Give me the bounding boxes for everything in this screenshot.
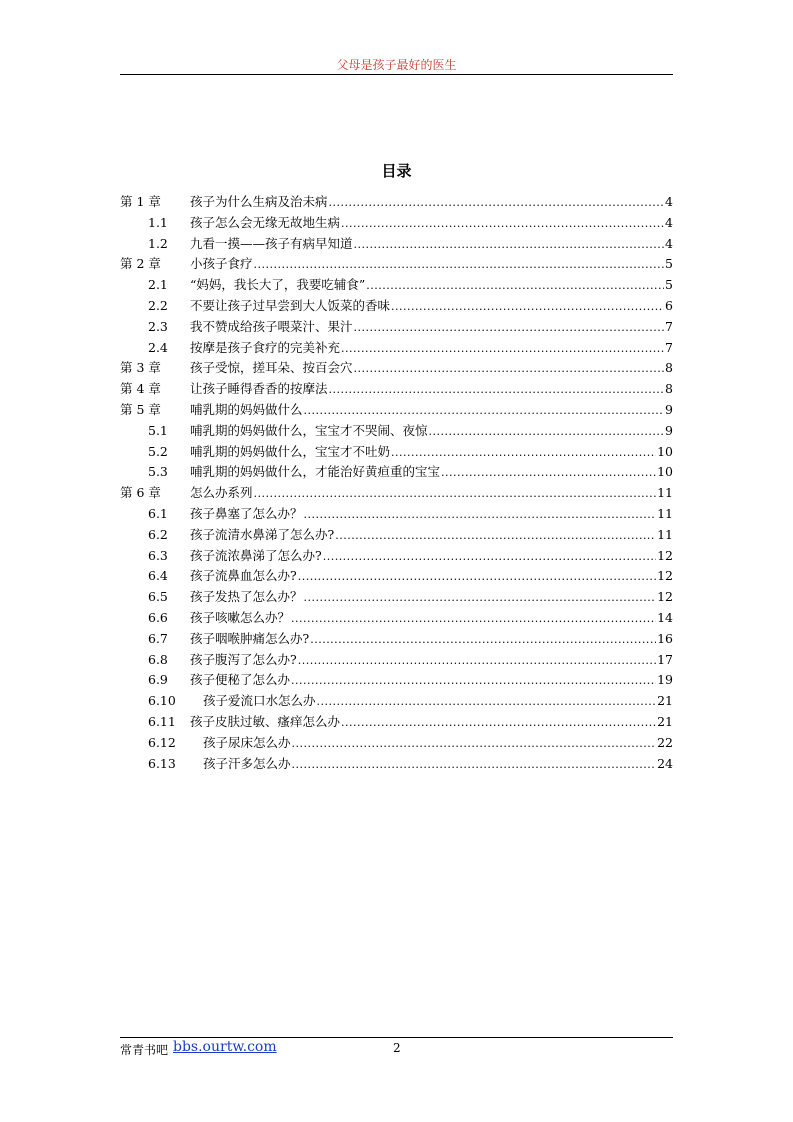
toc-entry[interactable] bbox=[120, 317, 673, 338]
toc-entry-page: 12 bbox=[657, 568, 673, 584]
toc-dot-leader bbox=[310, 630, 656, 651]
toc-entry-number: 6.3 bbox=[148, 547, 168, 563]
toc-dot-leader bbox=[429, 422, 665, 443]
toc-entry-page: 24 bbox=[657, 755, 673, 771]
toc-entry-page: 12 bbox=[657, 547, 673, 563]
toc-entry[interactable] bbox=[120, 338, 673, 359]
toc-entry-title: 哺乳期的妈妈做什么 bbox=[190, 401, 303, 417]
toc-dot-leader bbox=[291, 609, 656, 630]
toc-entry[interactable] bbox=[120, 483, 673, 504]
toc-dot-leader bbox=[391, 297, 664, 318]
toc-dot-leader bbox=[366, 276, 664, 297]
toc-entry-number: 第 1 章 bbox=[120, 194, 161, 209]
toc-entry-title: 孩子发热了怎么办？ bbox=[190, 589, 303, 605]
toc-entry[interactable] bbox=[120, 504, 673, 525]
toc-entry-title: 孩子怎么会无缘无故地生病 bbox=[190, 214, 341, 230]
toc-dot-leader bbox=[323, 547, 656, 568]
toc-entry-title: 孩子腹泻了怎么办? bbox=[190, 651, 297, 667]
toc-entry-title: 孩子流鼻血怎么办? bbox=[190, 568, 297, 584]
toc-dot-leader bbox=[341, 339, 664, 360]
toc-entry-number: 6.12 bbox=[148, 734, 176, 750]
toc-entry-page: 8 bbox=[665, 360, 673, 376]
toc-dot-leader bbox=[298, 567, 656, 588]
footer-link[interactable]: bbs.ourtw.com bbox=[173, 1039, 277, 1055]
toc-entry-page: 8 bbox=[665, 381, 673, 397]
toc-entry-page: 19 bbox=[657, 672, 673, 688]
toc-title: 目录 bbox=[381, 162, 412, 180]
toc-entry-page: 5 bbox=[665, 256, 673, 272]
toc-entry-title: 让孩子睡得香香的按摩法 bbox=[190, 381, 328, 397]
toc-entry-number: 第 5 章 bbox=[120, 401, 161, 417]
running-header: 父母是孩子最好的医生 bbox=[336, 58, 457, 72]
toc-entry-title: 孩子受惊，搓耳朵、按百会穴 bbox=[190, 360, 353, 376]
toc-dot-leader bbox=[304, 505, 657, 526]
toc-entry-number: 6.11 bbox=[148, 713, 176, 729]
toc-entry-number: 6.9 bbox=[148, 672, 168, 688]
footer-label: 常青书吧 bbox=[120, 1043, 169, 1057]
toc-entry[interactable] bbox=[120, 275, 673, 296]
toc-entry-title: 孩子咳嗽怎么办？ bbox=[190, 609, 291, 625]
toc-entry-page: 21 bbox=[657, 693, 673, 709]
toc-dot-leader bbox=[254, 484, 657, 505]
header-divider bbox=[120, 74, 673, 75]
toc-entry-title: 哺乳期的妈妈做什么，宝宝才不吐奶 bbox=[190, 443, 391, 459]
toc-entry-number: 6.7 bbox=[148, 630, 168, 646]
toc-entry-page: 17 bbox=[657, 651, 673, 667]
toc-entry-number: 2.1 bbox=[148, 277, 168, 293]
toc-entry-number: 6.6 bbox=[148, 609, 168, 625]
toc-entry[interactable] bbox=[120, 192, 673, 213]
toc-entry[interactable] bbox=[120, 442, 673, 463]
toc-entry-number: 6.4 bbox=[148, 568, 168, 584]
toc-entry-page: 9 bbox=[665, 422, 673, 438]
toc-entry-title: 孩子为什么生病及治未病 bbox=[190, 194, 328, 209]
toc-entry[interactable] bbox=[120, 733, 673, 754]
toc-entry-title: 孩子便秘了怎么办 bbox=[190, 672, 291, 688]
toc-dot-leader bbox=[291, 671, 656, 692]
toc-entry-number: 6.2 bbox=[148, 526, 168, 542]
toc-entry[interactable] bbox=[120, 670, 673, 691]
toc-entry-page: 16 bbox=[657, 630, 673, 646]
toc-dot-leader bbox=[329, 380, 665, 401]
toc-entry-page: 21 bbox=[657, 713, 673, 729]
toc-dot-leader bbox=[254, 255, 665, 276]
toc-entry-page: 22 bbox=[657, 734, 673, 750]
toc-entry[interactable] bbox=[120, 400, 673, 421]
toc-entry[interactable] bbox=[120, 712, 673, 733]
toc-entry-title: 孩子鼻塞了怎么办？ bbox=[190, 505, 303, 521]
toc-entry[interactable] bbox=[120, 296, 673, 317]
toc-dot-leader bbox=[292, 755, 657, 776]
table-of-contents bbox=[120, 192, 673, 774]
toc-entry-page: 12 bbox=[657, 589, 673, 605]
toc-dot-leader bbox=[391, 443, 656, 464]
toc-entry[interactable] bbox=[120, 525, 673, 546]
toc-entry[interactable] bbox=[120, 754, 673, 775]
toc-entry-page: 7 bbox=[665, 318, 673, 334]
toc-entry[interactable] bbox=[120, 379, 673, 400]
toc-entry-page: 14 bbox=[657, 609, 673, 625]
toc-entry[interactable] bbox=[120, 587, 673, 608]
toc-dot-leader bbox=[298, 651, 656, 672]
toc-entry-number: 6.1 bbox=[148, 505, 168, 521]
toc-entry-number: 5.3 bbox=[148, 464, 168, 480]
toc-dot-leader bbox=[304, 588, 657, 609]
toc-entry-number: 6.10 bbox=[148, 693, 176, 709]
toc-entry-title: 孩子尿床怎么办 bbox=[203, 734, 291, 750]
toc-entry-number: 6.8 bbox=[148, 651, 168, 667]
toc-entry-title: 不要让孩子过早尝到大人饭菜的香味 bbox=[190, 297, 391, 313]
toc-entry-number: 1.1 bbox=[148, 214, 168, 230]
toc-entry-title: 小孩子食疗 bbox=[190, 256, 253, 272]
toc-entry-number: 6.5 bbox=[148, 589, 168, 605]
toc-entry-title: 哺乳期的妈妈做什么，才能治好黄疸重的宝宝 bbox=[190, 464, 441, 480]
toc-entry-title: 孩子流浓鼻涕了怎么办? bbox=[190, 547, 322, 563]
toc-entry[interactable] bbox=[120, 650, 673, 671]
toc-entry-page: 4 bbox=[665, 235, 673, 251]
toc-entry[interactable] bbox=[120, 608, 673, 629]
toc-entry[interactable] bbox=[120, 234, 673, 255]
toc-dot-leader bbox=[317, 692, 657, 713]
page-number: 2 bbox=[393, 1041, 401, 1055]
toc-entry[interactable] bbox=[120, 421, 673, 442]
toc-entry-number: 1.2 bbox=[148, 235, 168, 251]
toc-dot-leader bbox=[329, 193, 665, 214]
toc-entry[interactable] bbox=[120, 254, 673, 275]
toc-entry-title: 按摩是孩子食疗的完美补充 bbox=[190, 339, 341, 355]
toc-entry-number: 第 4 章 bbox=[120, 381, 161, 397]
toc-entry[interactable] bbox=[120, 546, 673, 567]
toc-entry[interactable] bbox=[120, 629, 673, 650]
toc-entry-number: 2.3 bbox=[148, 318, 168, 334]
toc-entry-page: 11 bbox=[657, 505, 673, 521]
toc-entry-title: 孩子流清水鼻涕了怎么办? bbox=[190, 526, 335, 542]
toc-entry-title: 孩子爱流口水怎么办 bbox=[203, 693, 316, 709]
toc-dot-leader bbox=[335, 526, 656, 547]
toc-entry-number: 5.1 bbox=[148, 422, 168, 438]
toc-entry-number: 5.2 bbox=[148, 443, 168, 459]
toc-entry-title: 哺乳期的妈妈做什么，宝宝才不哭闹、夜惊 bbox=[190, 422, 428, 438]
toc-entry-page: 4 bbox=[665, 214, 673, 230]
toc-entry-page: 11 bbox=[657, 485, 673, 501]
toc-entry-title: 孩子咽喉肿痛怎么办? bbox=[190, 630, 310, 646]
toc-entry-page: 4 bbox=[665, 194, 673, 209]
toc-entry-title: 我不赞成给孩子喂菜汁、果汁 bbox=[190, 318, 353, 334]
toc-entry-number: 第 6 章 bbox=[120, 485, 161, 501]
toc-entry-number: 第 3 章 bbox=[120, 360, 161, 376]
toc-entry-title: “妈妈，我长大了，我要吃辅食” bbox=[190, 277, 366, 293]
toc-entry[interactable] bbox=[120, 462, 673, 483]
toc-entry[interactable] bbox=[120, 566, 673, 587]
toc-dot-leader bbox=[441, 463, 656, 484]
toc-entry-page: 6 bbox=[665, 297, 673, 313]
toc-entry[interactable] bbox=[120, 213, 673, 234]
toc-dot-leader bbox=[354, 235, 665, 256]
toc-dot-leader bbox=[341, 713, 656, 734]
toc-entry-page: 11 bbox=[657, 526, 673, 542]
toc-entry-page: 9 bbox=[665, 401, 673, 417]
toc-dot-leader bbox=[341, 214, 664, 235]
toc-entry-number: 6.13 bbox=[148, 755, 176, 771]
toc-entry-page: 5 bbox=[665, 277, 673, 293]
toc-entry-title: 孩子皮肤过敏、瘙痒怎么办 bbox=[190, 713, 341, 729]
toc-dot-leader bbox=[354, 359, 665, 380]
toc-entry-page: 10 bbox=[657, 464, 673, 480]
toc-entry-number: 第 2 章 bbox=[120, 256, 161, 272]
toc-entry[interactable] bbox=[120, 358, 673, 379]
toc-entry-title: 孩子汗多怎么办 bbox=[203, 755, 291, 771]
toc-entry-number: 2.4 bbox=[148, 339, 168, 355]
toc-dot-leader bbox=[292, 734, 657, 755]
toc-entry-page: 10 bbox=[657, 443, 673, 459]
toc-dot-leader bbox=[304, 401, 665, 422]
toc-entry[interactable] bbox=[120, 691, 673, 712]
footer-divider bbox=[120, 1037, 673, 1038]
toc-entry-title: 怎么办系列 bbox=[190, 485, 253, 501]
toc-entry-number: 2.2 bbox=[148, 297, 168, 313]
toc-entry-page: 7 bbox=[665, 339, 673, 355]
toc-dot-leader bbox=[354, 318, 665, 339]
toc-entry-title: 九看一摸——孩子有病早知道 bbox=[190, 235, 353, 251]
